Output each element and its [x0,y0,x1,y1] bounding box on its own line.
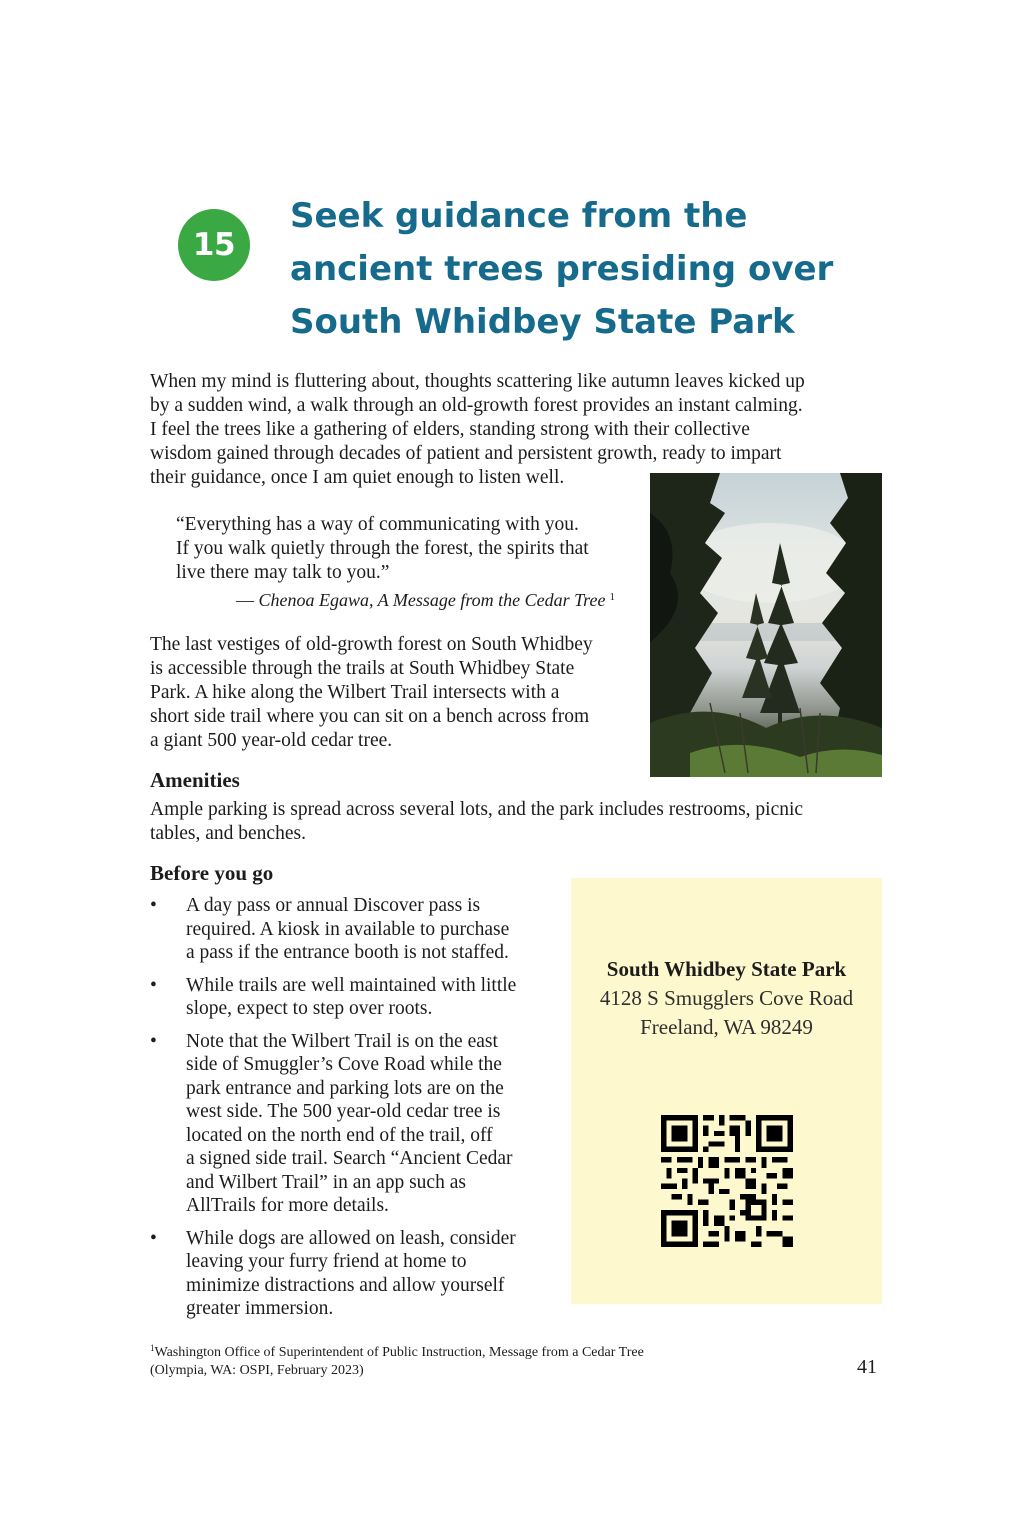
text-line: located on the north end of the trail, off [186,1124,493,1146]
list-item [150,1030,570,1218]
text-line: short side trail where you can sit on a bench across from [150,706,590,727]
footnote-text: Washington Office of Superintendent of Public Instruction, Message from a Cedar Tree [154,1345,644,1360]
text-line: Ample parking is spread across several lots, and the park includes restrooms, picnic [150,799,804,820]
text-line: I feel the trees like a gathering of elders, standing strong with their collective [150,419,750,440]
park-city: Freeland, WA 98249 [640,1015,813,1039]
before-you-go-list [150,894,570,1330]
text-line: Park. A hike along the Wilbert Trail intersects with a [150,682,560,703]
footnote-number: 1 [150,1343,155,1353]
quote-line: live there may talk to you.” [176,562,390,583]
park-address: 4128 S Smugglers Cove Road [599,986,854,1010]
chapter-number-badge: 15 [178,209,250,281]
text-line: minimize distractions and allow yourself [186,1274,505,1296]
text-line: a signed side trail. Search “Ancient Cedar [186,1148,513,1169]
park-info-box [571,878,882,1304]
text-line: required. A kiosk in available to purchase [186,918,510,940]
text-line: The last vestiges of old-growth forest on South Whidbey [150,634,593,655]
trail-paragraph [150,633,593,753]
chapter-title-line: ancient trees presiding over [290,249,834,289]
text-line: • Note that the Wilbert Trail is on the east [186,1030,498,1052]
quote-attribution [236,585,615,612]
text-line: • While dogs are allowed on leash, consider [186,1227,516,1249]
qr-code-icon[interactable] [661,1115,793,1247]
list-item [150,1227,570,1321]
text-line: their guidance, once I am quiet enough to listen well. [150,467,565,488]
quote-line: If you walk quietly through the forest, the spirits that [176,538,589,559]
text-line: • While trails are well maintained with little [186,974,517,996]
quote-line: “Everything has a way of communicating with you. [176,514,579,535]
text-line: is accessible through the trails at South Whidbey State [150,658,575,679]
text-line: tables, and benches. [150,823,306,844]
text-line: and Wilbert Trail” in an app such as [186,1171,466,1193]
page-number: 41 [857,1356,877,1378]
park-name: South Whidbey State Park [606,957,847,981]
text-line: park entrance and parking lots are on the [186,1077,504,1099]
text-line: greater immersion. [186,1298,334,1319]
attribution-dash: — [236,590,259,610]
forest-photo [650,473,882,777]
list-item [150,974,570,1021]
footnote [150,1339,644,1380]
text-line: side of Smuggler’s Cove Road while the [186,1054,502,1075]
text-line: by a sudden wind, a walk through an old-growth forest provides an instant calming. [150,395,803,416]
footnote-reference: 1 [609,591,615,603]
epigraph-quote [176,513,589,585]
text-line: • A day pass or annual Discover pass is [186,895,481,916]
before-you-go-heading: Before you go [150,861,274,885]
footnote-line [150,1339,644,1362]
chapter-title [290,190,910,349]
chapter-title-line: Seek guidance from the [290,196,748,236]
text-line: When my mind is fluttering about, thoughts scattering like autumn leaves kicked up [150,371,805,392]
amenities-paragraph [150,798,803,846]
chapter-title-line: South Whidbey State Park [290,302,795,342]
text-line: wisdom gained through decades of patient and persistent growth, ready to impart [150,443,782,464]
footnote-line: (Olympia, WA: OSPI, February 2023) [150,1363,364,1378]
attribution-source: Chenoa Egawa, A Message from the Cedar Tree [258,590,606,610]
text-line: a pass if the entrance booth is not staffed. [186,942,509,963]
list-item [150,894,570,965]
text-line: AllTrails for more details. [186,1195,389,1216]
text-line: slope, expect to step over roots. [186,998,433,1019]
text-line: west side. The 500 year-old cedar tree is [186,1101,501,1122]
text-line: leaving your furry friend at home to [186,1251,467,1272]
intro-paragraph [150,370,805,490]
amenities-heading: Amenities [150,768,240,792]
text-line: a giant 500 year-old cedar tree. [150,730,393,751]
